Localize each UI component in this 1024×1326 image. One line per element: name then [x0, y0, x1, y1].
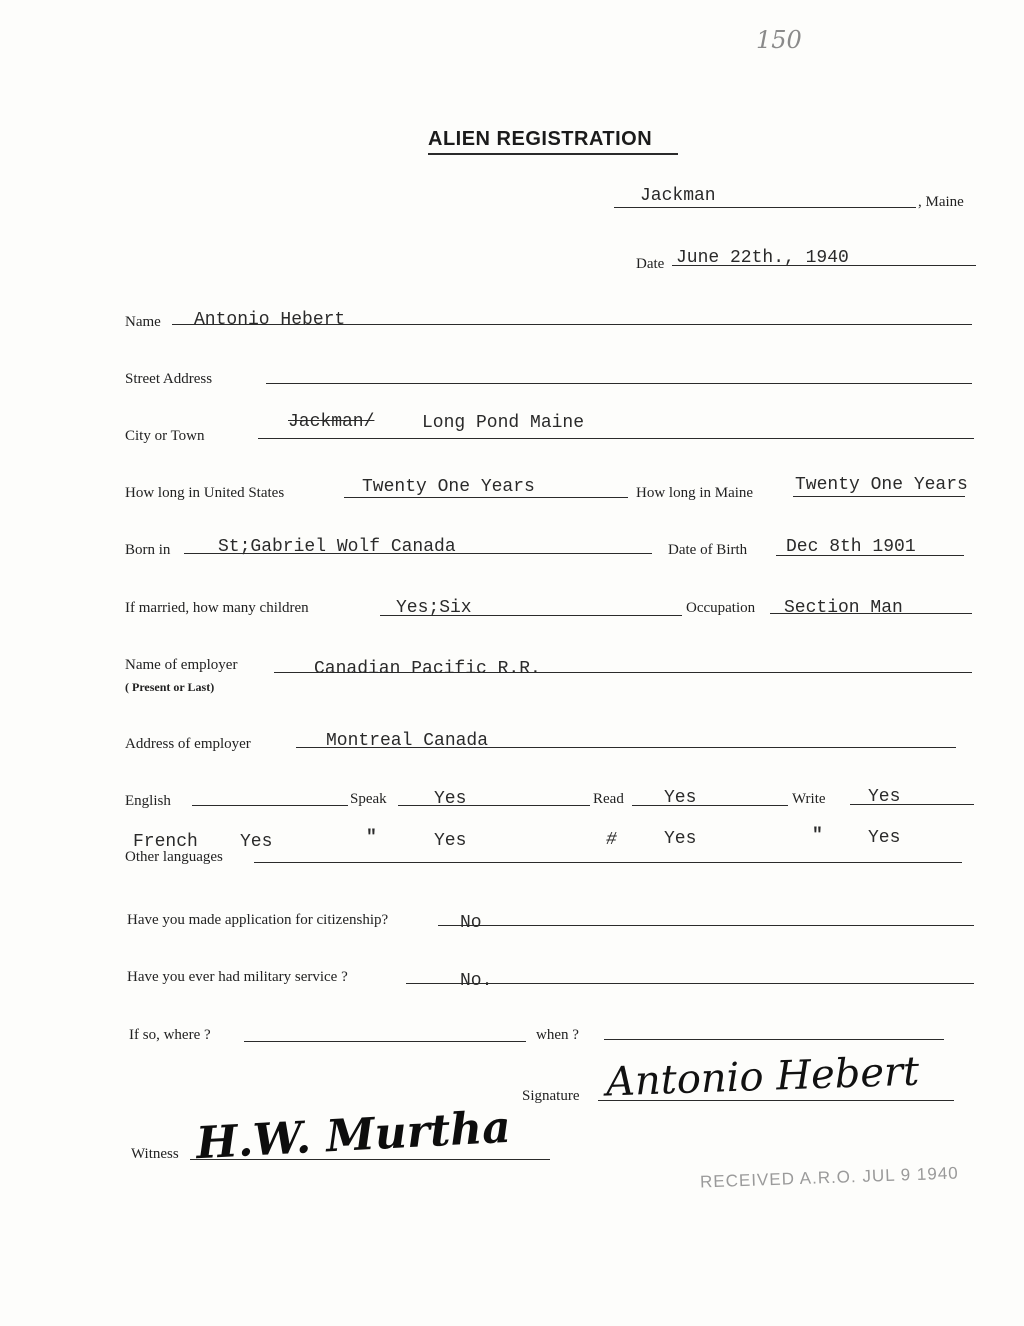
where-line [244, 1041, 526, 1042]
city-line [258, 438, 974, 439]
town-value: Jackman [640, 186, 716, 206]
date-value: June 22th., 1940 [676, 248, 849, 268]
witness-label: Witness [131, 1146, 179, 1162]
employer-address-label: Address of employer [125, 736, 251, 752]
employer-address-line [296, 747, 956, 748]
occupation-label: Occupation [686, 600, 756, 616]
other-languages-label: Other languages [125, 849, 223, 865]
french-col2: Yes [434, 831, 467, 851]
employer-sublabel: ( Present or Last) [125, 680, 215, 694]
french-col3: Yes [664, 829, 697, 849]
citizenship-value: No [460, 913, 482, 933]
employer-label: Name of employer [125, 657, 238, 673]
received-stamp: RECEIVED A.R.O. JUL 9 1940 [699, 1163, 959, 1192]
born-value: St;Gabriel Wolf Canada [218, 537, 456, 557]
name-label: Name [125, 314, 161, 330]
witness-line [190, 1159, 550, 1160]
employer-address-value: Montreal Canada [326, 731, 489, 751]
read-label: Read [593, 791, 624, 807]
birth-date-label: Date of Birth [668, 542, 748, 558]
english-speak-value: Yes [434, 789, 467, 809]
page-number: 150 [756, 26, 802, 54]
write-line [850, 804, 974, 805]
write-label: Write [792, 791, 826, 807]
english-write-value: Yes [868, 787, 901, 807]
form-title: ALIEN REGISTRATION [428, 128, 653, 150]
maine-duration-value: Twenty One Years [795, 475, 968, 495]
signature-line [598, 1100, 954, 1101]
children-label: If married, how many children [125, 600, 309, 616]
born-label: Born in [125, 542, 171, 558]
employer-line [274, 672, 972, 673]
when-line [604, 1039, 944, 1040]
us-duration-value: Twenty One Years [362, 477, 535, 497]
french-language: French [133, 832, 198, 852]
french-ditto2: # [606, 830, 617, 850]
speak-line [398, 805, 590, 806]
other-languages-line [254, 862, 962, 863]
military-label: Have you ever had military service ? [127, 969, 348, 985]
witness-signature: H.W. Murtha [194, 1101, 512, 1170]
occupation-line [770, 613, 972, 614]
born-line [184, 553, 652, 554]
english-label: English [125, 793, 171, 809]
maine-duration-label: How long in Maine [636, 485, 754, 501]
town-line [614, 207, 916, 208]
french-ditto3: " [812, 826, 823, 846]
when-label: when ? [536, 1027, 579, 1043]
french-ditto1: " [366, 828, 377, 848]
maine-duration-line [793, 496, 965, 497]
birth-date-line [776, 555, 964, 556]
if-so-where-label: If so, where ? [129, 1027, 211, 1043]
children-line [380, 615, 682, 616]
title-underline [428, 153, 678, 155]
english-read-value: Yes [664, 788, 697, 808]
employer-value: Canadian Pacific R.R. [314, 659, 541, 679]
french-col1: Yes [240, 832, 273, 852]
us-duration-label: How long in United States [125, 485, 285, 501]
military-line [406, 983, 974, 984]
name-line [172, 324, 972, 325]
occupation-value: Section Man [784, 598, 903, 618]
date-line [672, 265, 976, 266]
citizenship-line [438, 925, 974, 926]
signature-label: Signature [522, 1088, 580, 1104]
date-label: Date [636, 256, 665, 272]
street-address-line [266, 383, 972, 384]
citizenship-label: Have you made application for citizenship? [127, 912, 389, 928]
children-value: Yes;Six [396, 598, 472, 618]
signature-value: Antonio Hebert [605, 1048, 920, 1106]
read-line [632, 805, 788, 806]
english-line [192, 805, 348, 806]
french-col4: Yes [868, 828, 901, 848]
military-value: No. [460, 971, 493, 991]
street-address-label: Street Address [125, 371, 213, 387]
city-label: City or Town [125, 428, 205, 444]
city-value: Long Pond Maine [422, 413, 585, 433]
city-struck-value: Jackman/ [288, 412, 375, 432]
name-value: Antonio Hebert [194, 310, 346, 330]
birth-date-value: Dec 8th 1901 [786, 537, 916, 557]
us-duration-line [344, 497, 628, 498]
state-label: , Maine [918, 194, 964, 210]
speak-label: Speak [350, 791, 387, 807]
